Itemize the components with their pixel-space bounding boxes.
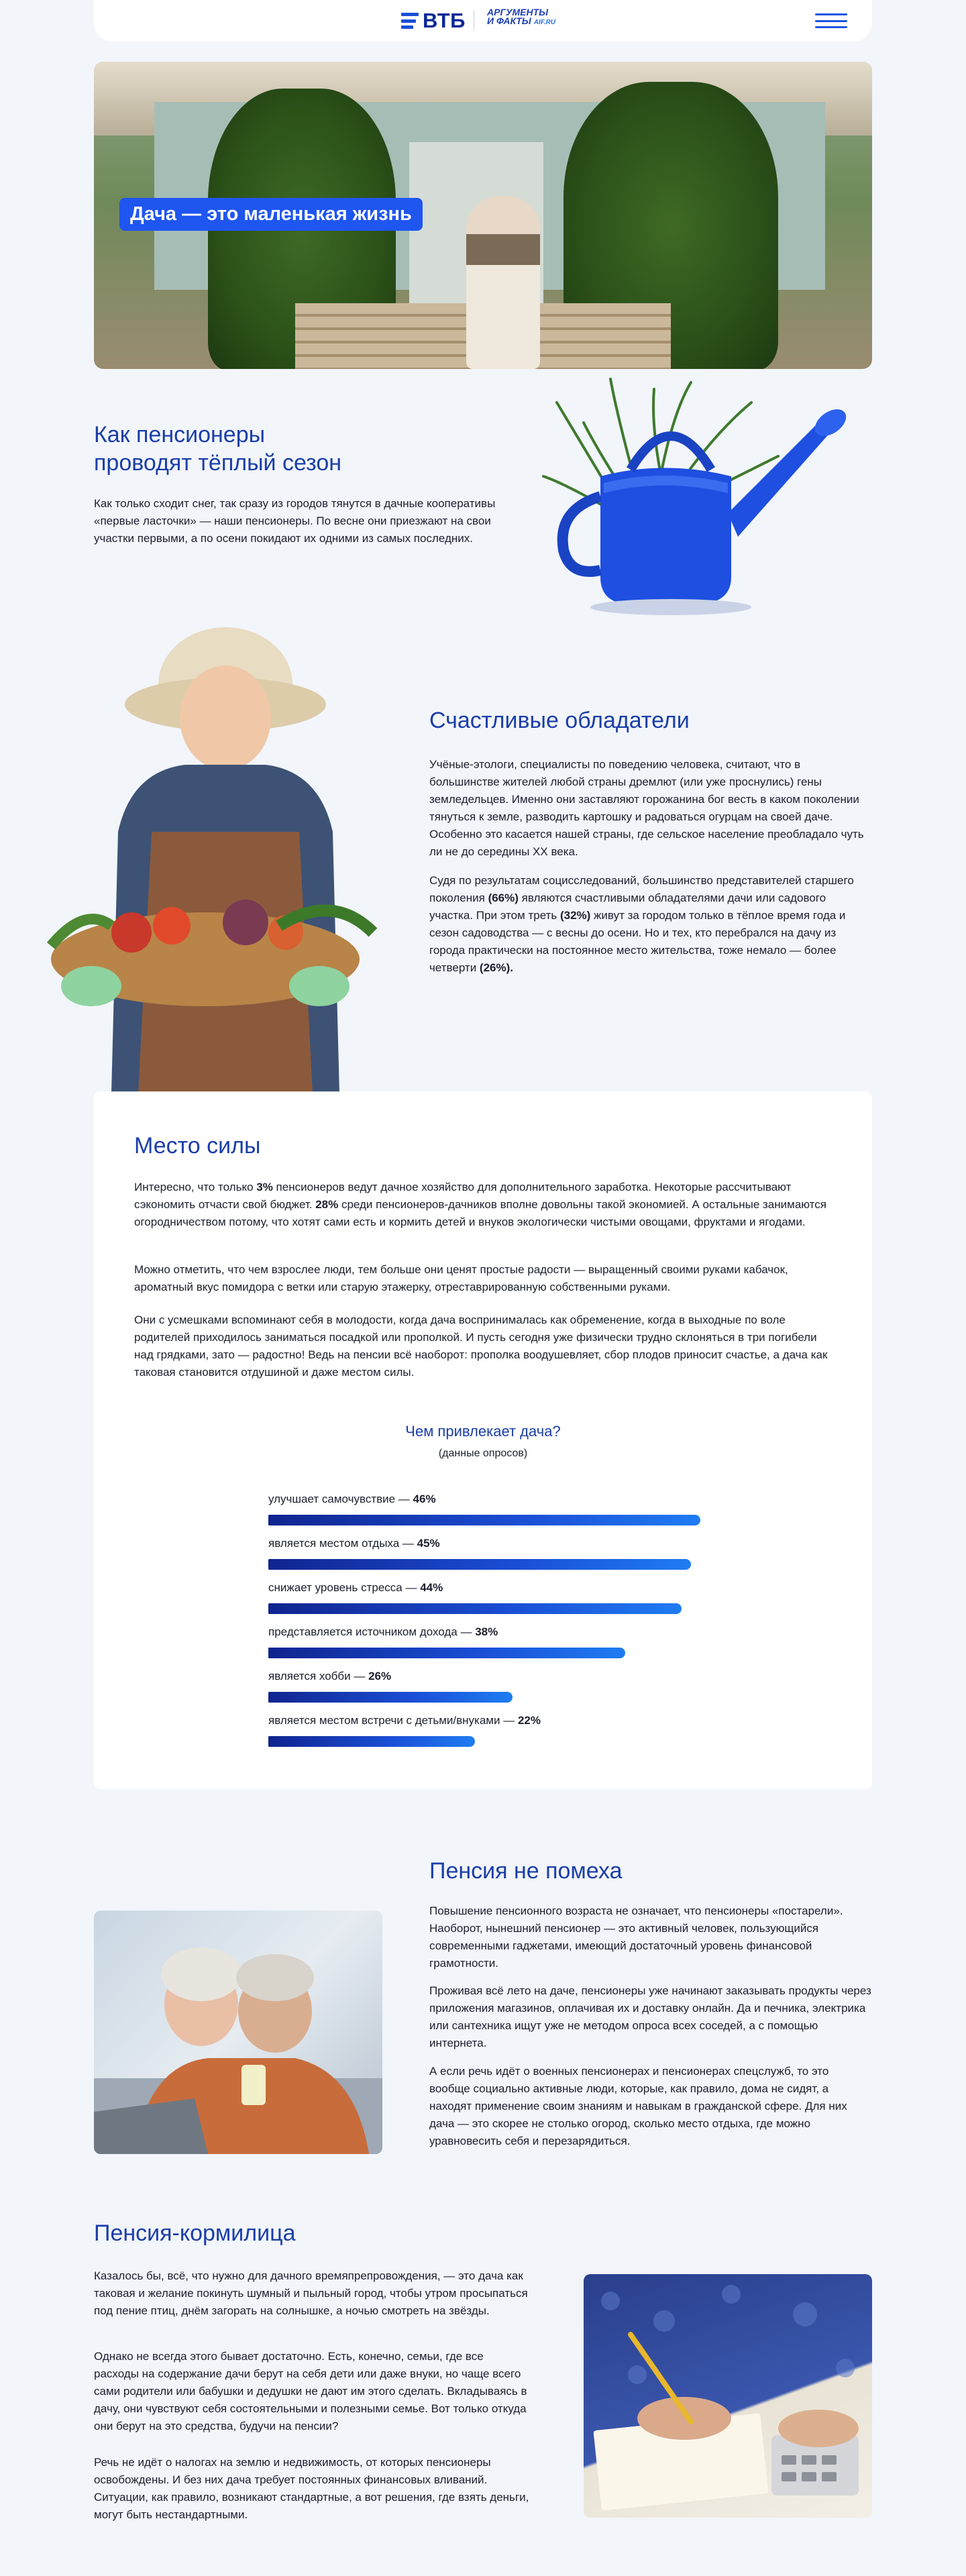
section-text-power-2: Можно отметить, что чем взрослее люди, тем больше они ценят простые радости — выращенный своими руками кабачок, ароматный вкус помидора с ветки или старую этажерку, отреставрированную собственными руками. <box>134 1263 788 1293</box>
section-text-power-3: Они с усмешками вспоминают себя в молодости, когда дача воспринималась как обременение, когда в выходные по воле родителей приходилось заниматься посадкой или прополкой. И пусть сегодня уже физически трудно склоняться в три погибели над грядками, зато — радостно! Ведь на пенсии всё наоборот: прополка воодушевляет, сбор плодов приносит счастье, а дача как таковая становится отдушиной и даже местом силы. <box>134 1313 828 1379</box>
section-text-breadwinner-1: Казалось бы, всё, что нужно для дачного времяпрепровождения, — это дача как таковая и желание покинуть шумный и пыльный город, чтобы утром просыпаться под пение птиц, днём загорать на солнышке, а ночью смотреть на звёзды. <box>94 2269 528 2317</box>
vtb-logo-icon <box>401 13 419 29</box>
section-text-power-1: Интересно, что только 3% пенсионеров ведут дачное хозяйство для дополнительного заработка. Некоторые рассчитывают сэкономить отчасти свой бюджет. 28% среди пенсионеров-дачников вполне довольны такой экономией. А остальные занимаются огородничеством потому, что хотят сами есть и кормить детей и внуков экологически чистыми овощами, фруктами и ягодами. <box>134 1181 826 1228</box>
section-text-owners-1: Учёные-этологи, специалисты по поведению человека, считают, что в большинстве жителей любой страны дремлют (или уже проснулись) гены земледельцев. Именно они заставляют горожанина бог весть в каком поколении тянуться к земле, разводить картошку и радоваться огурцам на своей даче. Особенно это касается нашей страны, где сельское население преобладало чуть ли не до середины XX века. <box>429 758 864 858</box>
aif-logo[interactable] <box>487 8 555 27</box>
vtb-logo[interactable] <box>401 9 466 33</box>
section-text-pension-1: Повышение пенсионного возраста не означает, что пенсионеры «постарели». Наоборот, нынешний пенсионер — это активный человек, пользующийся современными гаджетами, имеющий достаточный уровень финансовой грамотности. <box>429 1904 843 1970</box>
elderly-couple-photo <box>94 1911 382 2154</box>
site-header <box>94 0 872 42</box>
chart-bar-label: является местом отдыха — 45% <box>268 1537 440 1550</box>
section-title-owners: Счастливые обладатели <box>429 708 690 733</box>
watering-can-illustration <box>537 376 872 631</box>
chart-bar <box>268 1559 691 1570</box>
hero-badge: Дача — это маленькая жизнь <box>119 198 423 231</box>
section-title-how: Как пенсионеры проводят тёплый сезон <box>94 422 342 476</box>
writing-hands-photo <box>584 2274 872 2518</box>
section-text-breadwinner-2: Однако не всегда этого бывает достаточно. Есть, конечно, семьи, где все расходы на содержание дачи берут на себя дети или даже внуки, но чаще всего сами родители или бабушки и дедушки не дают им этого сделать. Вкладываясь в дачу, они чувствуют себя состоятельными и полезными семье. Вот только откуда они берут на это средства, будучи на пенсии? <box>94 2350 527 2432</box>
chart-bar-label: улучшает самочувствие — 46% <box>268 1493 436 1505</box>
chart-bar-label: представляется источником дохода — 38% <box>268 1625 498 1638</box>
chart-bar <box>268 1648 625 1658</box>
chart-bar <box>268 1515 700 1525</box>
section-text-owners-2: Судя по результатам социсследований, большинство представителей старшего поколения (66%) являются счастливыми обладателями дачи или садового участка. При этом треть (32%) живут за городом только в тёплое время года и сезон садоводства — с весны до осени. Но и тех, кто перебрался на дачу из города практически на постоянное место жительства, тоже немало — более четверти (26%). <box>429 874 854 974</box>
aif-logo-domain: AIF.RU <box>533 19 555 26</box>
section-title-power: Место силы <box>134 1133 261 1159</box>
vtb-logo-text: ВТБ <box>423 9 466 32</box>
elderly-couple-illustration <box>94 1911 382 2154</box>
section-text-pension-2: Проживая всё лето на даче, пенсионеры уже начинают заказывать продукты через приложения магазинов, оплачивая их и доставку онлайн. Да и печника, электрика или сантехника ищут уже не методом опроса всех соседей, а с помощью интернета. <box>429 1984 871 2049</box>
chart-bar <box>268 1692 513 1703</box>
chart-bar <box>268 1603 682 1614</box>
section-title-pension-breadwinner: Пенсия-кормилица <box>94 2220 296 2246</box>
section-text-how: Как только сходит снег, так сразу из городов тянутся в дачные кооперативы «первые ласточки» — наши пенсионеры. По весне они приезжают на свои участки первыми, а по осени покидают их одними из самых последних. <box>94 497 496 545</box>
chart-bar-label: является местом встречи с детьми/внуками — 22% <box>268 1714 541 1727</box>
farmer-man-illustration <box>24 610 400 1093</box>
chart-title: Чем привлекает дача? <box>405 1423 561 1440</box>
hero-grandma-figure <box>466 196 540 369</box>
section-title-pension-no-obstacle: Пенсия не помеха <box>429 1858 623 1884</box>
chart-bar-label: является хобби — 26% <box>268 1670 392 1682</box>
section-text-breadwinner-3: Речь не идёт о налогах на землю и недвижимость, от которых пенсионеры освобождены. И без них дача требует постоянных финансовых вливаний. Ситуации, как правило, возникают стандартные, а вот решения, где взять деньги, могут быть нестандартными. <box>94 2456 529 2521</box>
chart-bar <box>268 1736 475 1747</box>
writing-hands-illustration <box>584 2274 872 2518</box>
chart-subtitle: (данные опросов) <box>438 1448 528 1459</box>
section-text-pension-3: А если речь идёт о военных пенсионерах и пенсионерах спецслужб, то это вообще социально активные люди, которые, как правило, дома не сидят, а находят применение своим знаниям и навыкам в гражданской сфере. Для них дача — это скорее не столько огород, сколько место отдыха, где можно уравновесить себя и перезарядиться. <box>429 2065 847 2147</box>
aif-logo-line2: И ФАКТЫ AIF.RU <box>487 15 555 26</box>
chart-bar-label: снижает уровень стресса — 44% <box>268 1581 443 1594</box>
menu-burger-icon[interactable] <box>815 13 847 28</box>
aif-logo-line1: АРГУМЕНТЫ <box>487 7 549 17</box>
